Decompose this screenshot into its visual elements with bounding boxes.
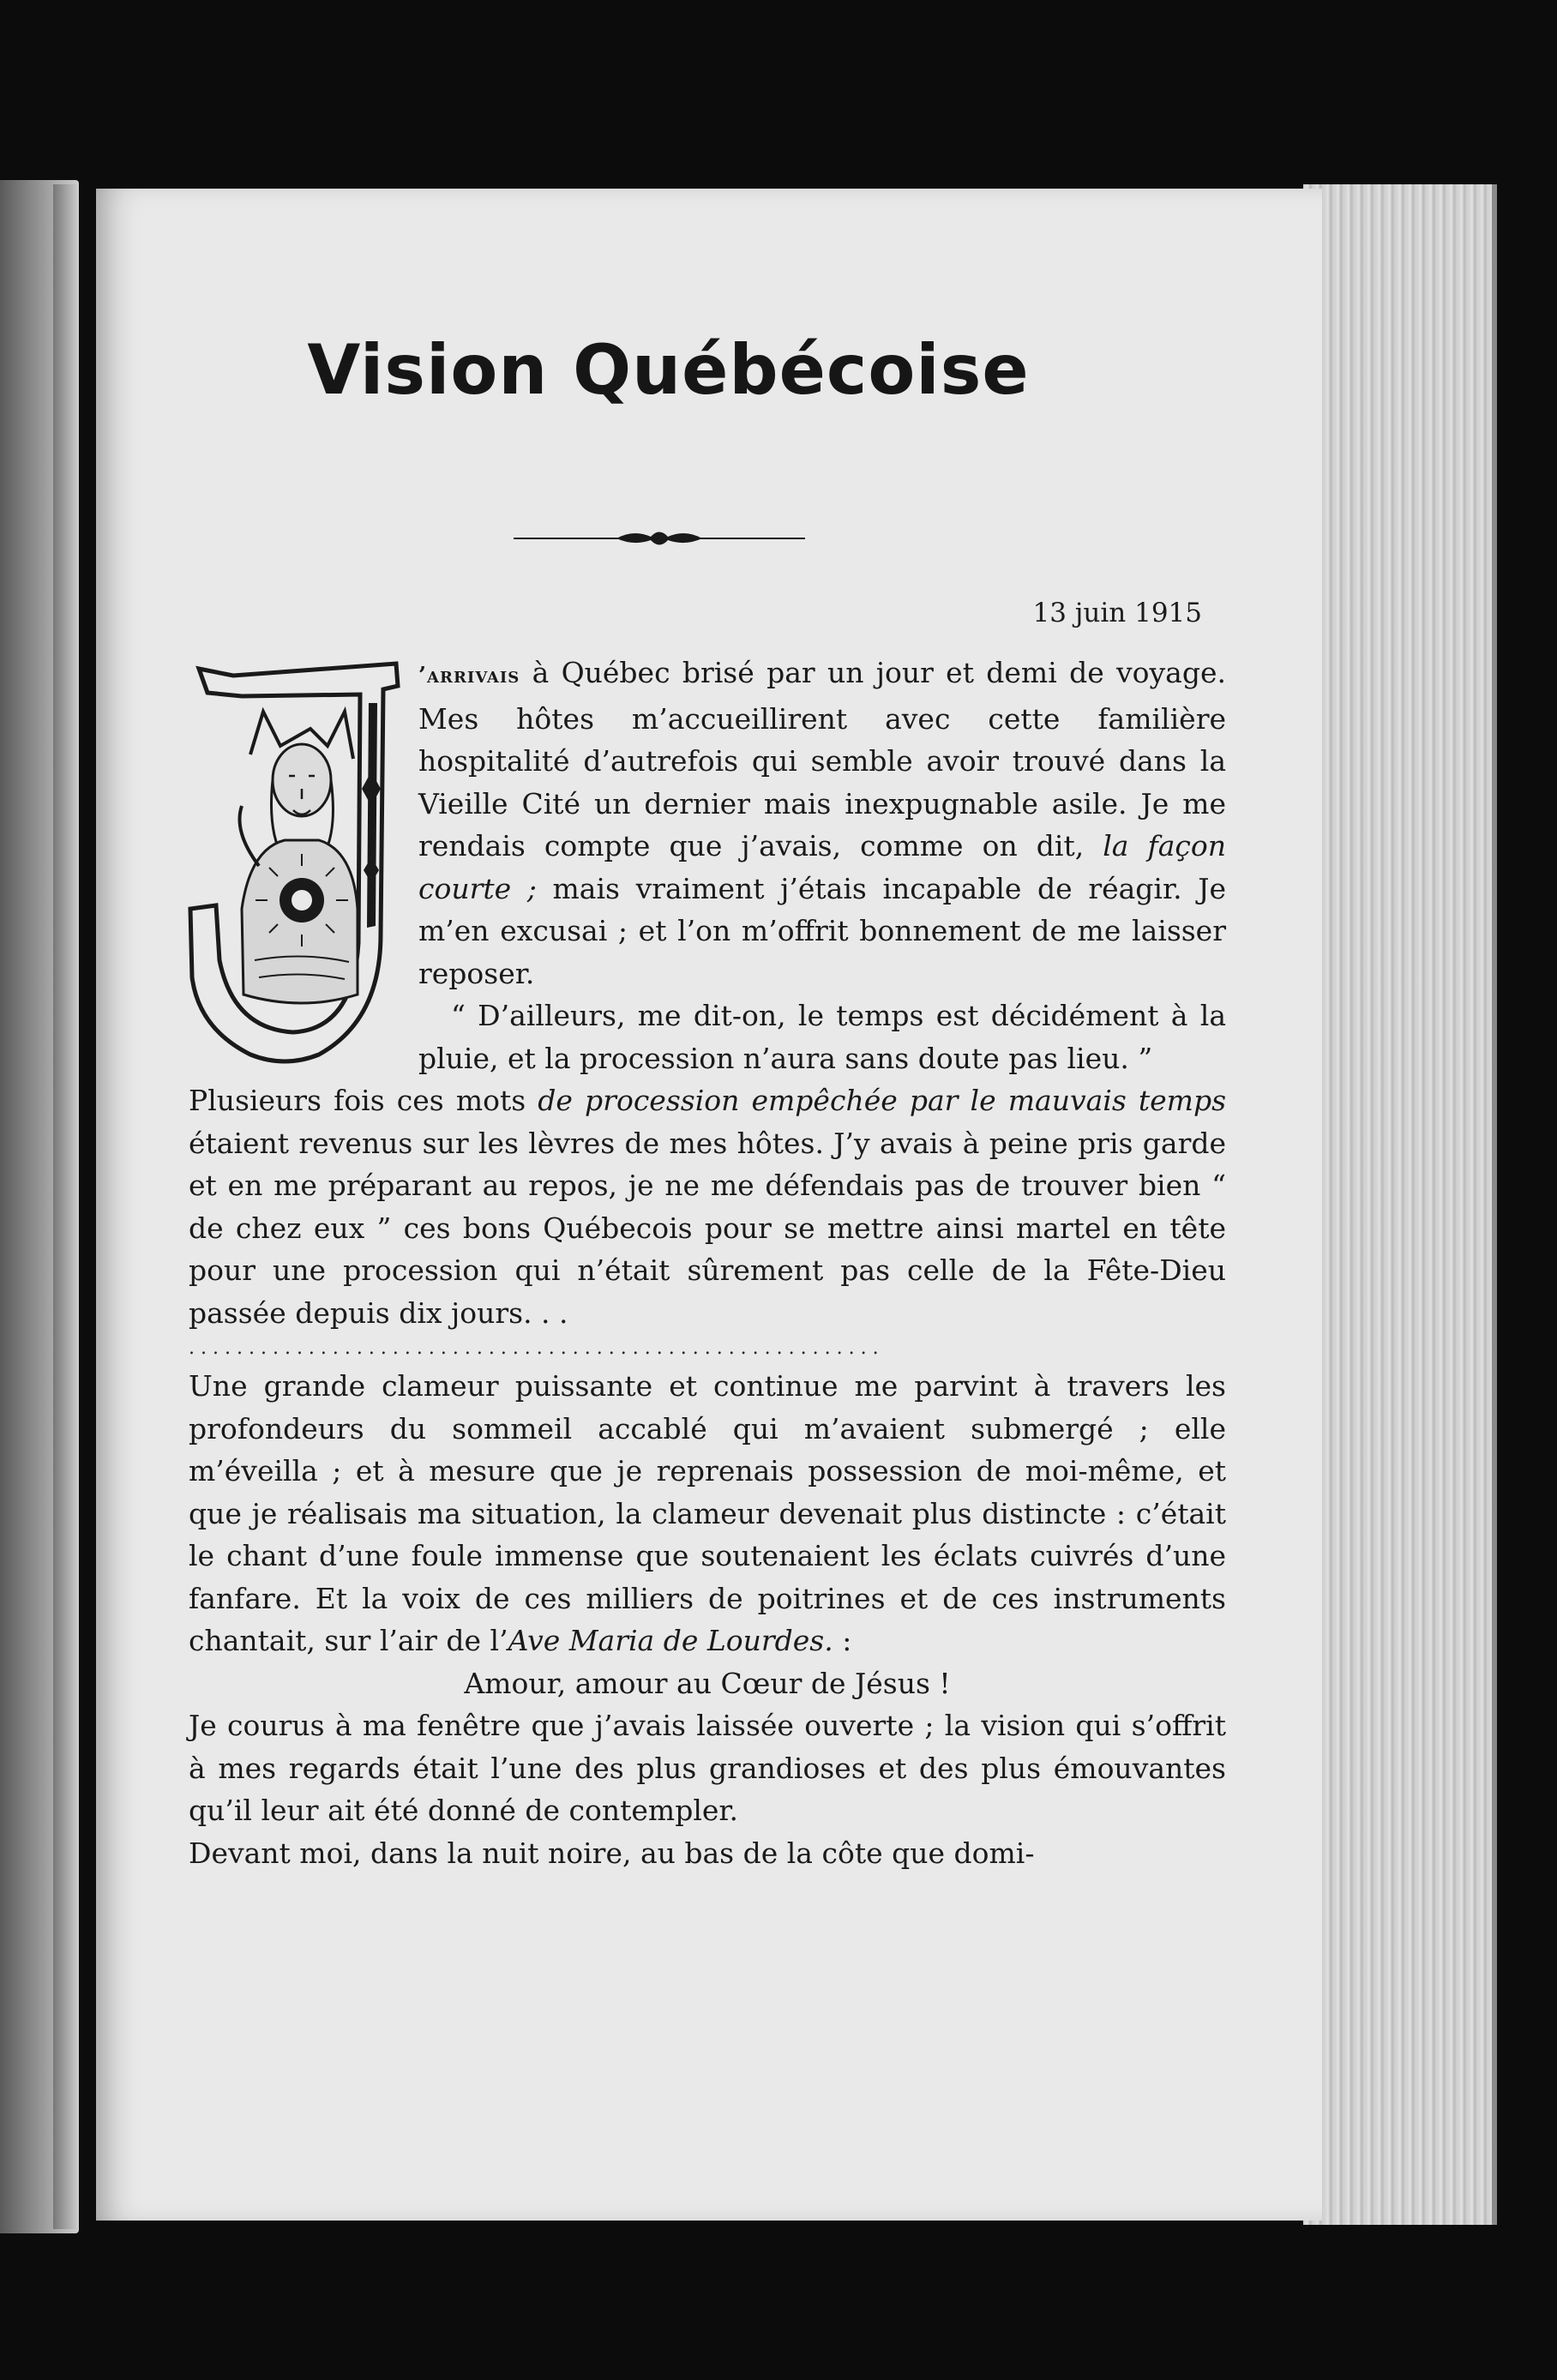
title-ornament: [514, 526, 805, 551]
dropcap-sacred-heart-illustration: [182, 652, 413, 1070]
paragraph-1-text-b: mais vraiment j’étais incapable de réagir. Je m’en excusai ; et l’on m’offrit bonnement de me laisser reposer.: [418, 871, 1226, 990]
paragraph-3-text-b: étaient revenus sur les lèvres de mes hôtes. J’y avais à peine pris garde et en me préparant au repos, je ne me défendais pas de trouver bien “ de chez eux ” ces bons Québecois pour se mettre ainsi martel en tête pour une procession qui n’était sûrement pas celle de la Fête-Dieu passée depuis dix jours. . .: [189, 1126, 1226, 1330]
page-title: Vision Québécoise: [307, 330, 1030, 410]
paragraph-1-text-a: à Québec brisé par un jour et demi de voyage. Mes hôtes m’accueillirent avec cette familière hospitalité d’autrefois qui semble avoir trouvé dans la Vieille Cité un dernier mais inexpugnable asile. Je me rendais compte que j’avais, comme on dit,: [418, 656, 1226, 862]
opening-word: ’arrivais: [418, 663, 520, 688]
paragraph-6: Je courus à ma fenêtre que j’avais laissée ouverte ; la vision qui s’offrit à mes regards était l’une des plus grandioses et des plus émouvantes qu’il leur ait été donné de contempler.: [189, 1709, 1226, 1827]
paragraph-4-italic: Ave Maria de Lourdes.: [508, 1624, 833, 1657]
paragraph-4-text-a: Une grande clameur puissante et continue me parvint à travers les profondeurs du sommeil accablé qui m’avaient submergé ; elle m’éveilla ; et à mesure que je reprenais possession de moi-même, et que je réalisais ma situation, la clameur devenait plus distincte : c’était le chant d’une foule immense que soutenaient les éclats cuivrés d’une fanfare. Et la voix de ces milliers de poitrines et de ces instruments chantait, sur l’air de l’: [189, 1369, 1226, 1657]
paragraph-3: [189, 1079, 1226, 1334]
paragraph-2: “ D’ailleurs, me dit-on, le temps est décidément à la pluie, et la procession n’aura sans doute pas lieu. ”: [418, 999, 1226, 1075]
hymn-line: Amour, amour au Cœur de Jésus !: [464, 1666, 951, 1700]
book-page: [96, 189, 1322, 2221]
paragraph-3-text-a: Plusieurs fois ces mots: [189, 1084, 538, 1117]
body-text: [189, 652, 1226, 1874]
entry-date: 13 juin 1915: [1032, 598, 1202, 628]
paragraph-4: [189, 1365, 1226, 1662]
binding-shadow: [53, 184, 77, 2229]
paragraph-7: Devant moi, dans la nuit noire, au bas de la côte que domi-: [189, 1836, 1035, 1870]
dotted-separator: ..........................................................: [189, 1341, 885, 1356]
paragraph-4-text-b: :: [833, 1624, 852, 1657]
paragraph-3-italic: de procession empêchée par le mauvais temps: [538, 1084, 1227, 1117]
paragraph-1-italic: la façon courte ;: [418, 829, 1226, 905]
page-stack-edge: [1303, 184, 1497, 2225]
